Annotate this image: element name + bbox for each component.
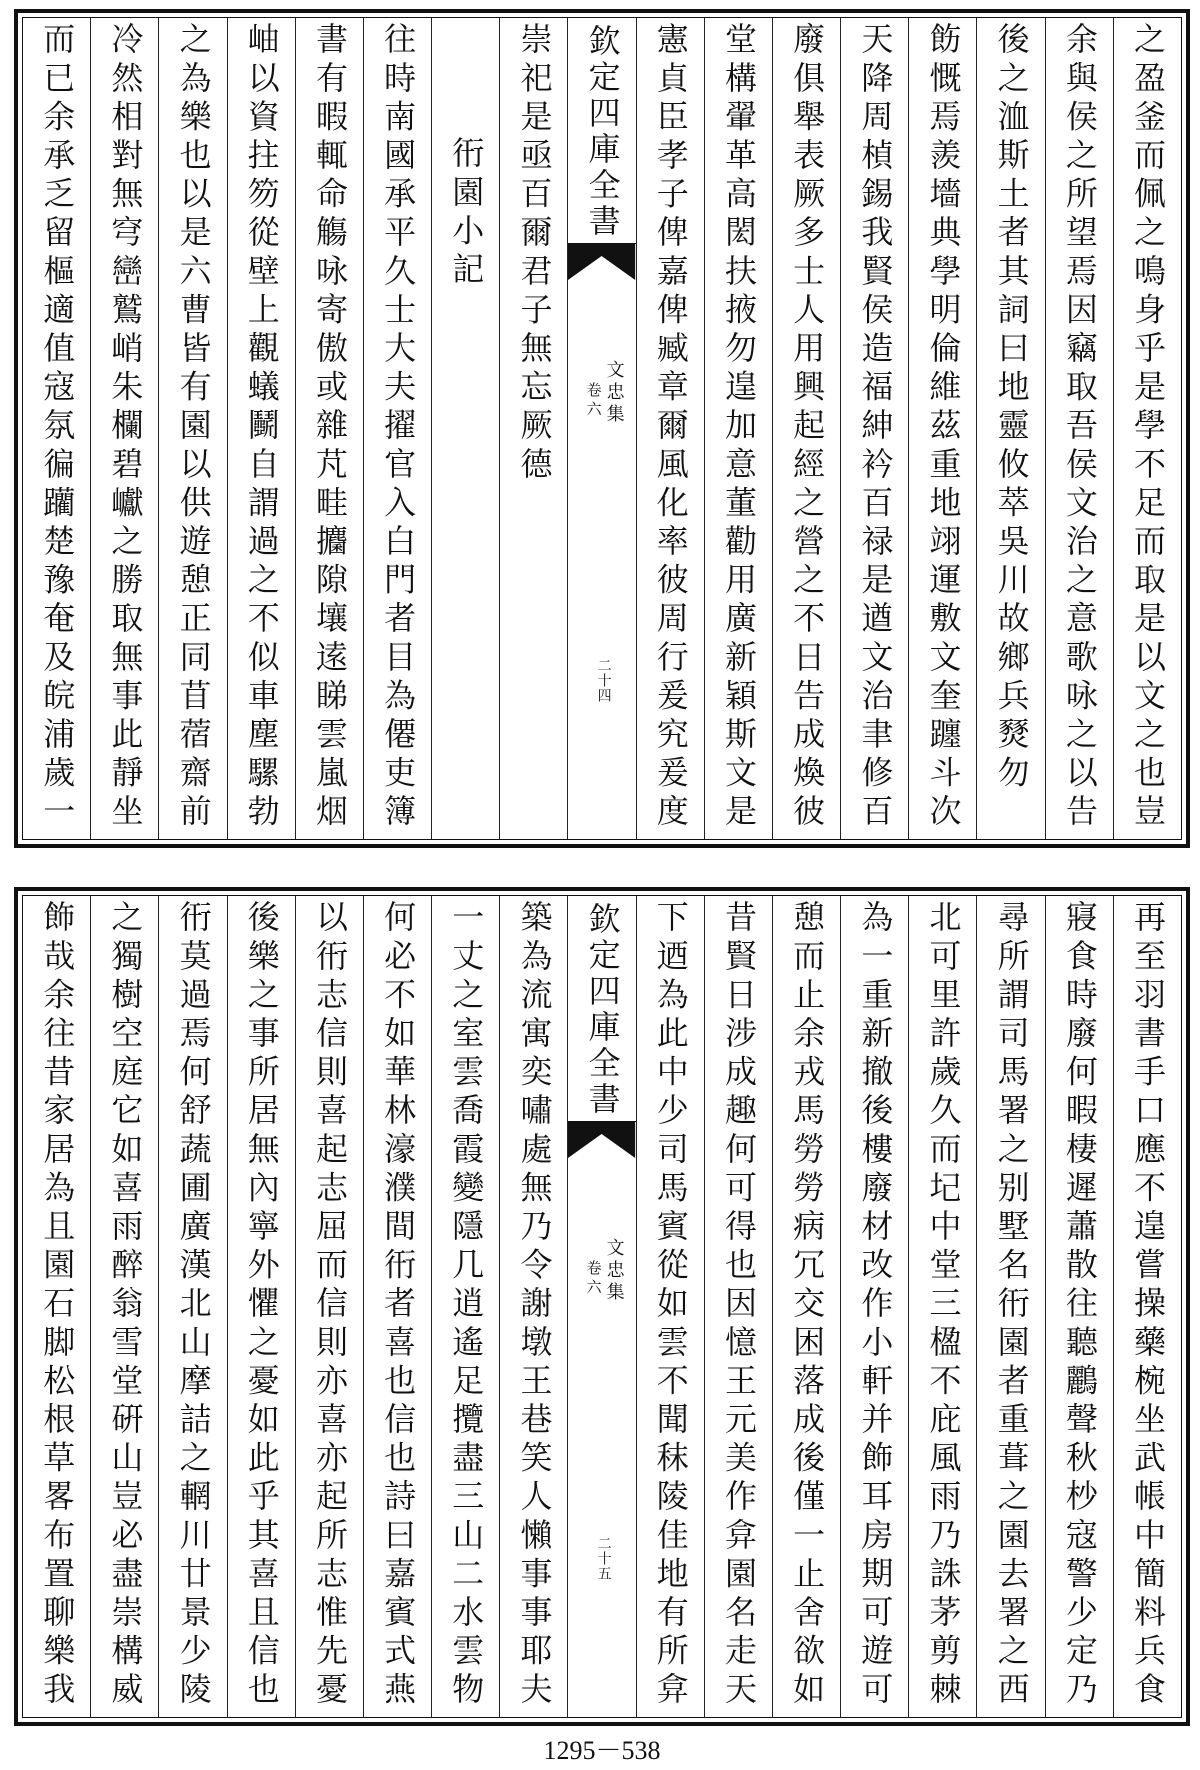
block-spine [567, 18, 635, 839]
page-number-footer: 1295－538 [543, 1736, 661, 1765]
text-column: 飾哉余往昔家居為且園石脚松根草畧布置聊樂我 [38, 900, 77, 1711]
fish-tail-ornament [568, 244, 635, 284]
text-column: 飭慨焉羨墻典學明倫維茲重地翊運敷文奎躔斗次 [908, 18, 976, 839]
fish-tail-ornament [568, 1122, 635, 1162]
text-column: 北可里許歲久而圮中堂三楹不庇風雨乃誅茅剪棘 [908, 896, 976, 1717]
text-column: 後之洫斯土者其詞曰地靈攸萃吳川故鄉兵燹勿 [976, 18, 1044, 839]
spine-book-title: 文忠集 [603, 1238, 625, 1304]
text-column: 往時南國承平久士大夫擢官入白門者目為僊吏簿 [363, 18, 431, 839]
page-panel-lower [14, 887, 1190, 1726]
text-column: 之獨樹空庭它如喜雨醉翁雪堂硏山豈必盡崇構威 [90, 896, 158, 1717]
text-column: 一丈之室雲喬霞變隱几逍遙足攬盡三山二水雲物 [431, 896, 499, 1717]
text-column: 之為樂也以是六曹皆有園以供遊憩正同苜蓿齋前 [158, 18, 226, 839]
text-column: 天降周楨錫我賢侯造福紳衿百禄是遒文治聿修百 [840, 18, 908, 839]
text-column: 堂構翬革高閎扶掖勿遑加意董勸用廣新穎斯文是 [704, 18, 772, 839]
spine-page-number: 二十四 [595, 658, 612, 703]
text-column: 崇祀是亟百爾君子無忘厥德 [499, 18, 567, 839]
text-column: 余與侯之所望焉因竊取吾侯文治之意歌咏之以告 [1045, 18, 1113, 839]
text-frame [22, 17, 1182, 840]
spine-volume: 卷六 [584, 382, 603, 420]
text-column: 書有暇輒命觴咏寄傲或雜芃畦攟隙壤逺睇雲嵐烟 [295, 18, 363, 839]
text-column: 之盈釜而佩之鳴身乎是學不足而取是以文之也豈 [1113, 18, 1181, 839]
page-panel-upper [14, 9, 1190, 848]
spine-title: 欽定四庫全書 [568, 896, 635, 1122]
text-column: 昔賢日涉成趣何可得也因憶王元美作弇園名走天 [704, 896, 772, 1717]
text-column: 岫以資拄笏從壁上觀蟻鬭自謂過之不似車塵騾勃 [227, 18, 295, 839]
text-column: 憩而止余戎馬勞勞病冗交困落成後僅一止舍欲如 [772, 896, 840, 1717]
text-column: 衎莫過焉何舒蔬圃廣漢北山摩詰之輞川廿景少陵 [158, 896, 226, 1717]
text-column: 以衎志信則喜起志屈而信則亦喜亦起所志惟先憂 [295, 896, 363, 1717]
fish-tail-shape [568, 1122, 635, 1162]
text-column: 冷然相對無穹巒鷲峭朱欄碧巘之勝取無事此靜坐 [90, 18, 158, 839]
text-frame [22, 895, 1182, 1718]
text-column: 築為流寓奕嘯處無乃令謝墩王巷笑人懶事事耶夫 [499, 896, 567, 1717]
text-column: 而已余承乏留樞適值寇氛徧躪楚豫奄及皖浦歲一 [38, 22, 77, 833]
text-column: 何必不如華林濠濮間衎者喜也信也詩曰嘉賓式燕 [363, 896, 431, 1717]
section-title: 衎園小記 [431, 18, 499, 839]
text-column: 寢食時廢何暇棲遲蕭散往聽鸝聲秋杪寇警少定乃 [1045, 896, 1113, 1717]
text-column: 廢俱舉表厥多士人用興起經之營之不日告成煥彼 [772, 18, 840, 839]
block-spine [567, 896, 635, 1717]
spine-volume: 卷六 [584, 1260, 603, 1298]
text-column: 憲貞臣孝子俾嘉俾臧章爾風化率彼周行爰究爰度 [636, 18, 704, 839]
text-column: 為一重新撤後樓廢材改作小軒并飾耳房期可遊可 [840, 896, 908, 1717]
text-column: 後樂之事所居無內寧外懼之憂如此乎其喜且信也 [227, 896, 295, 1717]
spine-book-title: 文忠集 [603, 360, 625, 426]
text-column: 再至羽書手口應不遑嘗操藥椀坐武帳中簡料兵食 [1113, 896, 1181, 1717]
fish-tail-shape [568, 244, 635, 284]
text-column: 尋所謂司馬署之别墅名衎園者重葺之園去署之西 [976, 896, 1044, 1717]
spine-page-number: 二十五 [595, 1536, 612, 1581]
spine-title: 欽定四庫全書 [568, 18, 635, 244]
text-column: 下迺為此中少司馬賓從如雲不聞秣陵佳地有所弇 [636, 896, 704, 1717]
